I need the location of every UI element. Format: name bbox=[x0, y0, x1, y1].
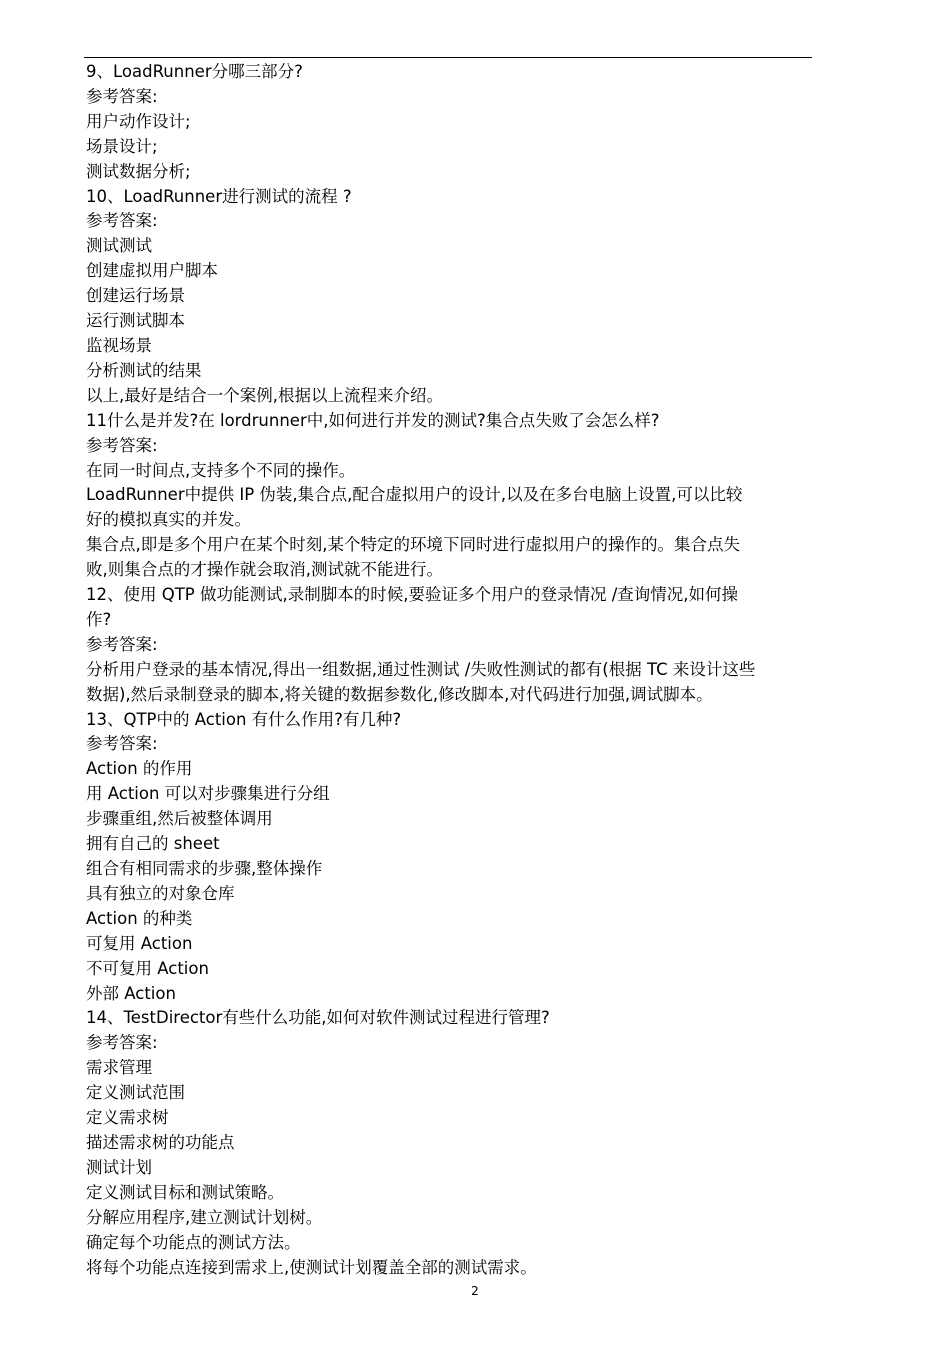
text-line: 13、QTP中的 Action 有什么作用?有几种? bbox=[86, 709, 402, 729]
page-number: 2 bbox=[471, 1284, 479, 1298]
text-line: 作? bbox=[86, 609, 112, 629]
text-line: 拥有自己的 sheet bbox=[86, 834, 220, 854]
text-line: 不可复用 Action bbox=[86, 958, 209, 978]
text-line: 参考答案: bbox=[86, 634, 158, 654]
text-line: 在同一时间点,支持多个不同的操作。 bbox=[86, 460, 356, 480]
text-line: 创建运行场景 bbox=[86, 286, 185, 306]
document-body bbox=[86, 60, 896, 1280]
text-line: 用户动作设计; bbox=[86, 111, 191, 131]
text-line: 数据),然后录制登录的脚本,将关键的数据参数化,修改脚本,对代码进行加强,调试脚本。 bbox=[86, 684, 713, 704]
text-line: 参考答案: bbox=[86, 1033, 158, 1053]
text-line: 11什么是并发?在 lordrunner中,如何进行并发的测试?集合点失败了会怎么样? bbox=[86, 410, 660, 430]
text-line: 可复用 Action bbox=[86, 933, 193, 953]
text-line: 10、LoadRunner进行测试的流程 ? bbox=[86, 186, 352, 206]
text-line: 组合有相同需求的步骤,整体操作 bbox=[86, 859, 323, 878]
text-line: 14、TestDirector有些什么功能,如何对软件测试过程进行管理? bbox=[86, 1008, 550, 1028]
text-line: 定义需求树 bbox=[86, 1108, 169, 1128]
text-line: 参考答案: bbox=[86, 86, 158, 106]
text-line: 好的模拟真实的并发。 bbox=[86, 510, 251, 530]
text-line: 监视场景 bbox=[86, 335, 152, 355]
text-line: 参考答案: bbox=[86, 435, 158, 455]
text-line: 以上,最好是结合一个案例,根据以上流程来介绍。 bbox=[86, 385, 443, 405]
text-line: 参考答案: bbox=[86, 211, 158, 231]
text-line: LoadRunner中提供 IP 伪装,集合点,配合虚拟用户的设计,以及在多台电脑上设置,可以比较 bbox=[86, 485, 743, 505]
text-line: 将每个功能点连接到需求上,使测试计划覆盖全部的测试需求。 bbox=[86, 1257, 537, 1277]
text-line: 测试数据分析; bbox=[86, 161, 191, 181]
text-line: 分解应用程序,建立测试计划树。 bbox=[86, 1207, 323, 1227]
text-line: 外部 Action bbox=[86, 983, 176, 1003]
text-line: Action 的作用 bbox=[86, 759, 193, 779]
text-line: 定义测试范围 bbox=[86, 1083, 185, 1103]
text-line: 参考答案: bbox=[86, 734, 158, 754]
text-line: 12、使用 QTP 做功能测试,录制脚本的时候,要验证多个用户的登录情况 /查询情况,如何操 bbox=[86, 585, 739, 605]
header-rule bbox=[84, 57, 812, 58]
text-line: 分析测试的结果 bbox=[86, 360, 202, 380]
text-line: 集合点,即是多个用户在某个时刻,某个特定的环境下同时进行虚拟用户的操作的。集合点失 bbox=[86, 535, 740, 555]
text-line: 步骤重组,然后被整体调用 bbox=[86, 809, 273, 829]
text-line: 场景设计; bbox=[86, 136, 158, 156]
text-line: 创建虚拟用户脚本 bbox=[86, 261, 218, 281]
text-line: 测试计划 bbox=[86, 1157, 152, 1177]
text-line: 测试测试 bbox=[86, 236, 152, 256]
text-line: Action 的种类 bbox=[86, 908, 193, 928]
text-line: 9、LoadRunner分哪三部分? bbox=[86, 62, 303, 81]
text-line: 描述需求树的功能点 bbox=[86, 1132, 235, 1152]
text-line: 确定每个功能点的测试方法。 bbox=[86, 1232, 301, 1252]
text-line: 定义测试目标和测试策略。 bbox=[86, 1182, 284, 1202]
text-line: 运行测试脚本 bbox=[86, 311, 185, 331]
text-line: 用 Action 可以对步骤集进行分组 bbox=[86, 784, 330, 804]
text-line: 败,则集合点的才操作就会取消,测试就不能进行。 bbox=[86, 560, 443, 580]
text-line: 分析用户登录的基本情况,得出一组数据,通过性测试 /失败性测试的都有(根据 TC 来设计这些 bbox=[86, 659, 756, 679]
text-line: 需求管理 bbox=[86, 1058, 152, 1078]
text-line: 具有独立的对象仓库 bbox=[86, 883, 235, 903]
